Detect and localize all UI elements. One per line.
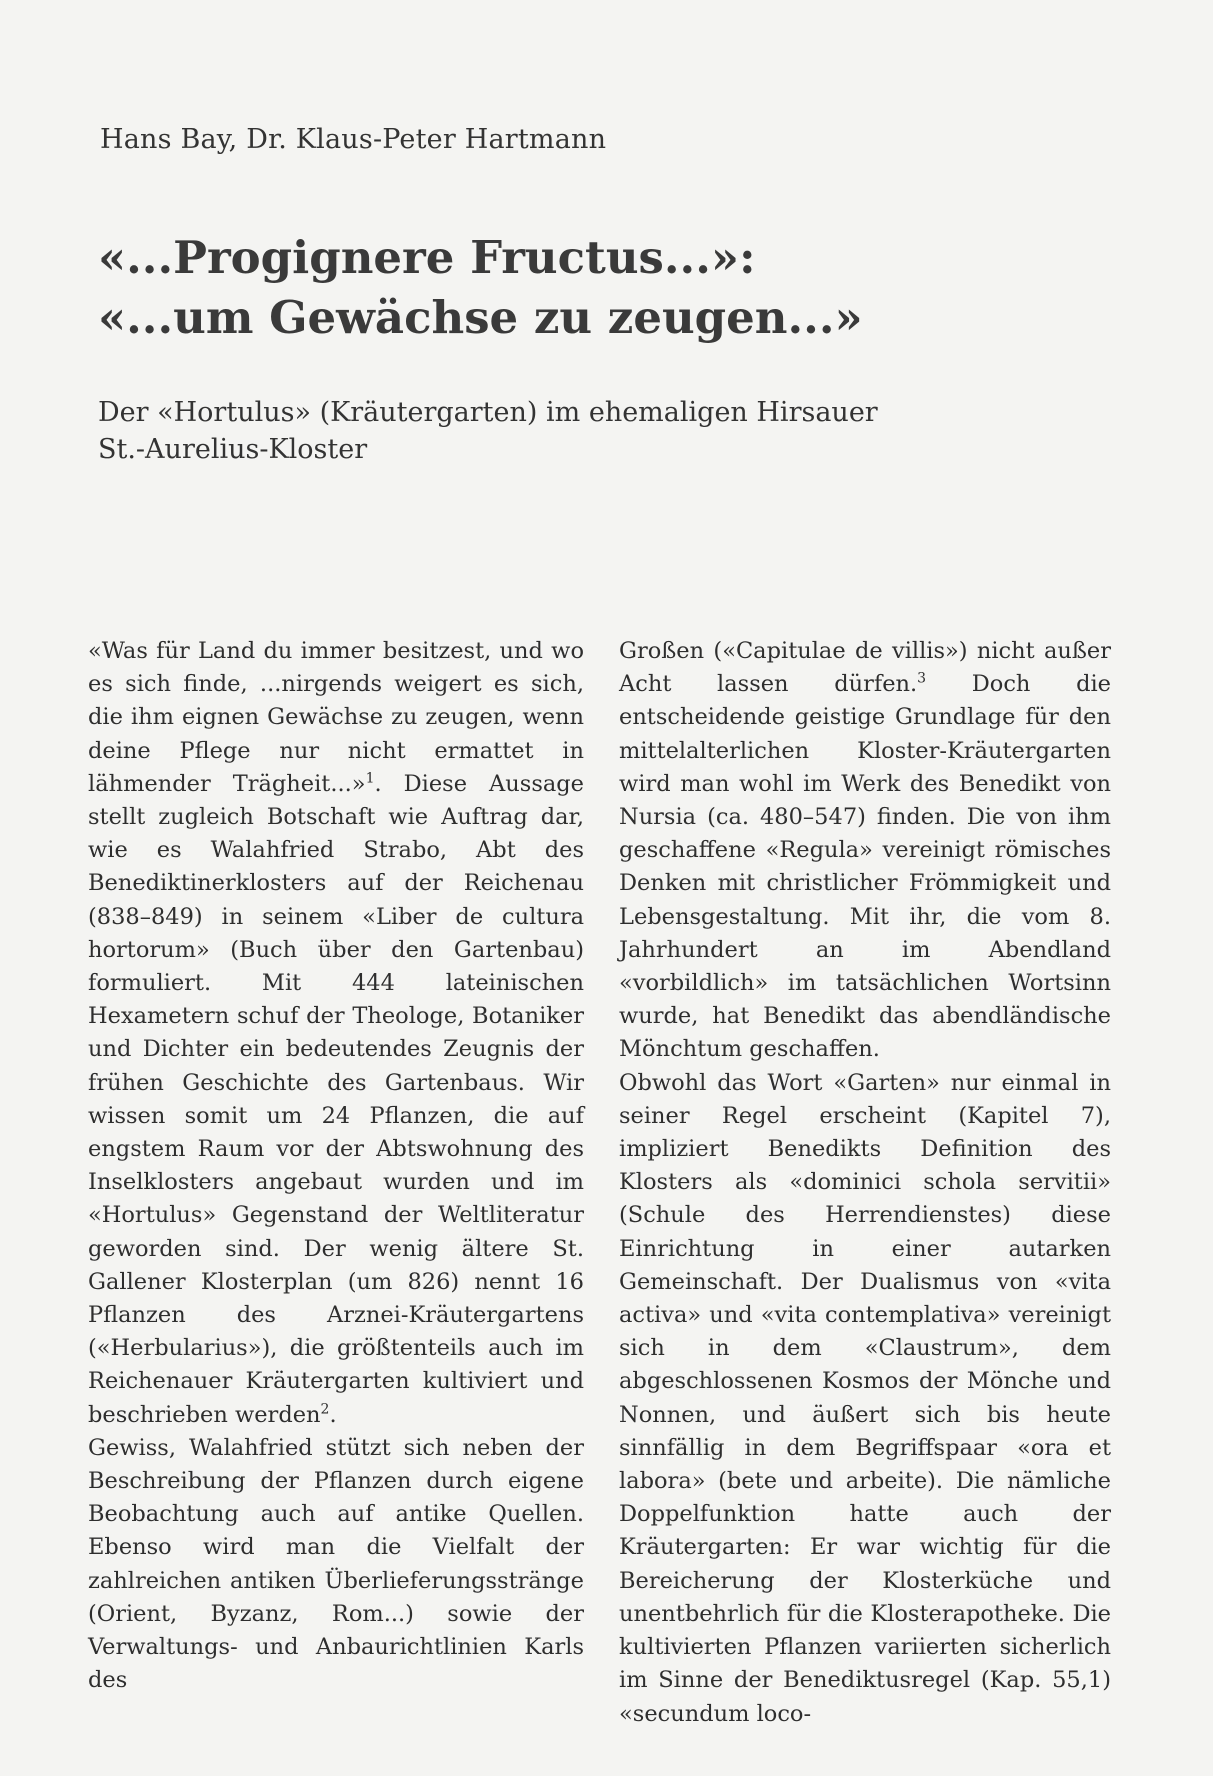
paragraph-text: . [329,1401,337,1428]
paragraph-text: «Was für Land du immer besitzest, und wo es sich finde, ...nirgends weigert es sich, die ihm eignen Gewächse zu zeugen, wenn deine Pflege nur nicht ermattet in lähmender Trägheit...» [88,638,584,797]
article-title [98,228,1098,348]
paragraph [619,635,1111,1067]
title-line-2: «...um Gewächse zu zeugen...» [98,291,863,344]
right-column [619,635,1111,1731]
subtitle-line-1: Der «Hortulus» (Kräutergarten) im ehemaligen Hirsauer [98,397,878,428]
paragraph: Obwohl das Wort «Garten» nur einmal in seiner Regel erscheint (Kapitel 7), impliziert Benedikts Definition des Klosters als «dominici schola servitii» (Schule des Herrendienstes) diese Einrichtung in einer autarken Gemeinschaft. Der Dualismus von «vita activa» und «vita contemplativa» vereinigt sich in dem «Claustrum», dem abgeschlossenen Kosmos der Mönche und Nonnen, und äußert sich bis heute sinnfällig in dem Begriffspaar «ora et labora» (bete und arbeite). Die nämliche Doppelfunktion hatte auch der Kräutergarten: Er war wichtig für die Bereicherung der Klosterküche und unentbehrlich für die Klosterapotheke. Die kultivierten Pflanzen variierten sicherlich im Sinne der Benediktusregel (Kap. 55,1) «secundum loco- [619,1069,1111,1727]
author-line: Hans Bay, Dr. Klaus-Peter Hartmann [100,124,607,155]
paragraph-text: Großen («Capitulae de villis») nicht außer Acht lassen dürfen. [619,638,1111,698]
left-column [88,635,584,1698]
title-line-1: «...Progignere Fructus...»: [98,231,756,284]
paragraph [88,635,584,1432]
paragraph-text: . Diese Aussage stellt zugleich Botschaft wie Auftrag dar, wie es Walahfried Strabo, Abt des Benediktinerklosters auf der Reichenau (838–849) in seinem «Liber de cultura hortorum» (Buch über den Gartenbau) formuliert. Mit 444 lateinischen Hexametern schuf der Theologe, Botaniker und Dichter ein bedeutendes Zeugnis der frühen Geschichte des Gartenbaus. Wir wissen somit um 24 Pflanzen, die auf engstem Raum vor der Abtswohnung des Inselklosters angebaut wurden und im «Hortulus» Gegenstand der Weltliteratur geworden sind. Der wenig ältere St. Gallener Klosterplan (um 826) nennt 16 Pflanzen des Arznei-Kräutergartens («Herbularius»), die größtenteils auch im Reichenauer Kräutergarten kultiviert und beschrieben werden [88,770,584,1428]
subtitle-line-2: St.-Aurelius-Kloster [98,434,368,465]
paragraph-text: Doch die entscheidende geistige Grundlage für den mittelalterlichen Kloster-Kräutergarten wird man wohl im Werk des Benedikt von Nursia (ca. 480–547) finden. Die von ihm geschaffene «Regula» vereinigt römisches Denken mit christlicher Frömmigkeit und Lebensgestaltung. Mit ihr, die vom 8. Jahrhundert an im Abendland «vorbildlich» im tatsächlichen Wortsinn wurde, hat Benedikt das abendländische Mönchtum geschaffen. [619,671,1111,1063]
footnote-marker: 1 [365,770,375,787]
footnote-marker: 3 [917,670,927,687]
article-subtitle [98,394,1098,468]
paragraph: Gewiss, Walahfried stützt sich neben der Beschreibung der Pflanzen durch eigene Beobachtung auch auf antike Quellen. Ebenso wird man die Vielfalt der zahlreichen antiken Überlieferungsstränge (Orient, Byzanz, Rom...) sowie der Verwaltungs- und Anbaurichtlinien Karls des [88,1434,584,1694]
footnote-marker: 2 [320,1401,330,1418]
